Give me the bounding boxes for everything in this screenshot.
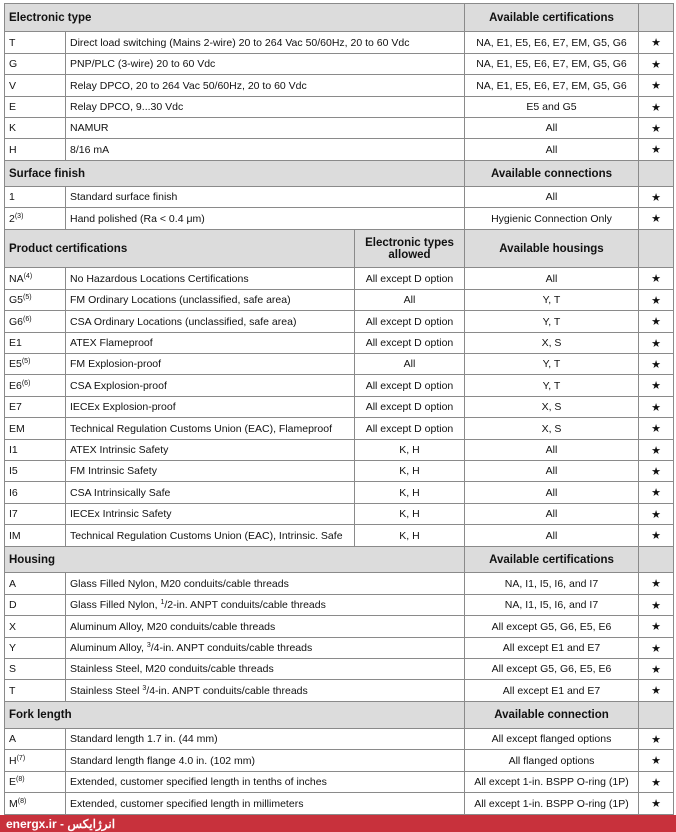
option-description: ATEX Intrinsic Safety: [66, 440, 355, 461]
star-icon: ★: [639, 290, 674, 311]
star-icon: ★: [639, 32, 674, 54]
option-code: H: [5, 139, 66, 161]
table-row: [5, 32, 674, 54]
star-icon: ★: [639, 75, 674, 97]
option-description: Glass Filled Nylon, $^1$/2-in. ANPT conduits/cable threads: [66, 595, 465, 616]
option-code: T: [5, 32, 66, 54]
option-description: 8/16 mA: [66, 139, 465, 161]
table-row: [5, 573, 674, 595]
option-availability: All except E1 and E7: [465, 638, 639, 659]
table-row: [5, 418, 674, 440]
option-electronics: All except D option: [355, 333, 465, 354]
table-row: [5, 75, 674, 97]
option-description: CSA Ordinary Locations (unclassified, safe area): [66, 311, 355, 333]
table-row: [5, 461, 674, 482]
star-icon: ★: [639, 440, 674, 461]
option-description: Hand polished (Ra < 0.4 μm): [66, 208, 465, 230]
table-row: [5, 638, 674, 659]
table-row: [5, 333, 674, 354]
table-row: [5, 97, 674, 118]
option-description: Standard surface finish: [66, 187, 465, 208]
option-code: EM: [5, 418, 66, 440]
option-availability: All: [465, 139, 639, 161]
option-code: 2$^{(3)}$: [5, 208, 66, 230]
option-description: Aluminum Alloy, M20 conduits/cable threads: [66, 616, 465, 638]
option-description: Extended, customer specified length in tenths of inches: [66, 772, 465, 793]
option-availability: All except E1 and E7: [465, 680, 639, 702]
star-icon: ★: [639, 461, 674, 482]
option-description: NAMUR: [66, 118, 465, 139]
option-electronics: All except D option: [355, 268, 465, 290]
option-code: $M^{(8)}$: [5, 793, 66, 815]
option-description: Stainless Steel, M20 conduits/cable threads: [66, 659, 465, 680]
option-description: PNP/PLC (3-wire) 20 to 60 Vdc: [66, 54, 465, 75]
option-code: $H^{(7)}$: [5, 750, 66, 772]
star-icon: ★: [639, 311, 674, 333]
option-availability: NA, I1, I5, I6, and I7: [465, 573, 639, 595]
column-header: Available certifications: [465, 4, 639, 32]
table-row: [5, 793, 674, 815]
section-header-housing: [5, 547, 674, 573]
option-code: NA$^{(4)}$: [5, 268, 66, 290]
option-availability: All flanged options: [465, 750, 639, 772]
option-availability: X, S: [465, 333, 639, 354]
table-row: [5, 750, 674, 772]
option-availability: All except 1-in. BSPP O-ring (1P): [465, 772, 639, 793]
option-electronics: K, H: [355, 482, 465, 504]
option-code: V: [5, 75, 66, 97]
option-description: Extended, customer specified length in millimeters: [66, 793, 465, 815]
star-icon: ★: [639, 772, 674, 793]
option-availability: All: [465, 187, 639, 208]
star-icon: ★: [639, 680, 674, 702]
option-description: CSA Intrinsically Safe: [66, 482, 355, 504]
star-icon: ★: [639, 525, 674, 547]
option-code: G: [5, 54, 66, 75]
option-description: Glass Filled Nylon, M20 conduits/cable threads: [66, 573, 465, 595]
star-icon: ★: [639, 54, 674, 75]
table-row: [5, 311, 674, 333]
option-availability: NA, E1, E5, E6, E7, EM, G5, G6: [465, 54, 639, 75]
option-electronics: All except D option: [355, 397, 465, 418]
option-description: Standard length flange 4.0 in. (102 mm): [66, 750, 465, 772]
section-header-product-certifications: [5, 230, 674, 268]
option-code: $E^{(8)}$: [5, 772, 66, 793]
star-icon: ★: [639, 659, 674, 680]
section-header-surface-finish: [5, 161, 674, 187]
option-description: Relay DPCO, 9...30 Vdc: [66, 97, 465, 118]
table-row: [5, 187, 674, 208]
section-title: Product certifications: [5, 230, 355, 268]
column-header: Available housings: [465, 230, 639, 268]
option-code: G5$^{(5)}$: [5, 290, 66, 311]
watermark-footer: [0, 815, 676, 832]
star-icon: ★: [639, 97, 674, 118]
table-row: [5, 659, 674, 680]
table-row: [5, 772, 674, 793]
table-row: [5, 290, 674, 311]
star-icon: ★: [639, 595, 674, 616]
option-code: I5: [5, 461, 66, 482]
table-row: [5, 208, 674, 230]
table-row: [5, 397, 674, 418]
option-availability: NA, I1, I5, I6, and I7: [465, 595, 639, 616]
table-row: [5, 525, 674, 547]
option-code: I6: [5, 482, 66, 504]
option-availability: All: [465, 461, 639, 482]
option-electronics: All: [355, 290, 465, 311]
option-electronics: All except D option: [355, 311, 465, 333]
table-row: [5, 729, 674, 750]
column-header: Available connections: [465, 161, 639, 187]
star-icon: ★: [639, 573, 674, 595]
star-icon: ★: [639, 354, 674, 375]
option-description: Direct load switching (Mains 2-wire) 20 to 264 Vac 50/60Hz, 20 to 60 Vdc: [66, 32, 465, 54]
option-description: No Hazardous Locations Certifications: [66, 268, 355, 290]
table-row: [5, 139, 674, 161]
option-availability: Y, T: [465, 290, 639, 311]
option-availability: All: [465, 482, 639, 504]
option-availability: Y, T: [465, 375, 639, 397]
option-availability: X, S: [465, 397, 639, 418]
option-electronics: All except D option: [355, 375, 465, 397]
table-row: [5, 268, 674, 290]
option-code: I1: [5, 440, 66, 461]
option-availability: All: [465, 268, 639, 290]
section-title: Housing: [5, 547, 465, 573]
option-availability: NA, E1, E5, E6, E7, EM, G5, G6: [465, 75, 639, 97]
option-availability: All: [465, 440, 639, 461]
option-code: K: [5, 118, 66, 139]
option-code: E5$^{(5)}$: [5, 354, 66, 375]
option-electronics: K, H: [355, 504, 465, 525]
star-icon: ★: [639, 268, 674, 290]
star-icon: ★: [639, 729, 674, 750]
section-header-fork-length: [5, 702, 674, 729]
table-row: [5, 54, 674, 75]
table-row: [5, 375, 674, 397]
table-row: [5, 354, 674, 375]
option-code: E6$^{(6)}$: [5, 375, 66, 397]
table-row: [5, 118, 674, 139]
option-code: D: [5, 595, 66, 616]
option-electronics: All except D option: [355, 418, 465, 440]
table-row: [5, 440, 674, 461]
option-description: Aluminum Alloy, $^3$/4-in. ANPT conduits/cable threads: [66, 638, 465, 659]
section-header-electronic-type: [5, 4, 674, 32]
star-icon: ★: [639, 793, 674, 815]
option-code: G6$^{(6)}$: [5, 311, 66, 333]
option-description: CSA Explosion-proof: [66, 375, 355, 397]
option-electronics: All: [355, 354, 465, 375]
table-row: [5, 616, 674, 638]
option-code: E1: [5, 333, 66, 354]
option-availability: All except G5, G6, E5, E6: [465, 616, 639, 638]
star-icon: ★: [639, 504, 674, 525]
option-code: I7: [5, 504, 66, 525]
option-description: Technical Regulation Customs Union (EAC), Intrinsic. Safe: [66, 525, 355, 547]
option-code: Y: [5, 638, 66, 659]
option-code: A: [5, 573, 66, 595]
section-title: Surface finish: [5, 161, 465, 187]
option-availability: Hygienic Connection Only: [465, 208, 639, 230]
section-title: Fork length: [5, 702, 465, 729]
option-description: FM Intrinsic Safety: [66, 461, 355, 482]
star-icon: ★: [639, 418, 674, 440]
star-icon: ★: [639, 139, 674, 161]
star-icon: ★: [639, 375, 674, 397]
star-icon: ★: [639, 750, 674, 772]
option-availability: NA, E1, E5, E6, E7, EM, G5, G6: [465, 32, 639, 54]
option-electronics: K, H: [355, 461, 465, 482]
table-row: [5, 504, 674, 525]
option-description: IECEx Intrinsic Safety: [66, 504, 355, 525]
section-title: Electronic type: [5, 4, 465, 32]
option-availability: E5 and G5: [465, 97, 639, 118]
column-header: Available connection: [465, 702, 639, 729]
option-description: FM Explosion-proof: [66, 354, 355, 375]
option-description: Stainless Steel $^3$/4-in. ANPT conduits/cable threads: [66, 680, 465, 702]
table-row: [5, 482, 674, 504]
star-icon: ★: [639, 638, 674, 659]
option-description: Relay DPCO, 20 to 264 Vac 50/60Hz, 20 to 60 Vdc: [66, 75, 465, 97]
column-header: Available certifications: [465, 547, 639, 573]
option-availability: All except G5, G6, E5, E6: [465, 659, 639, 680]
option-description: Technical Regulation Customs Union (EAC), Flameproof: [66, 418, 355, 440]
option-code: T: [5, 680, 66, 702]
star-icon: ★: [639, 118, 674, 139]
star-icon: ★: [639, 397, 674, 418]
option-description: IECEx Explosion-proof: [66, 397, 355, 418]
option-availability: All except flanged options: [465, 729, 639, 750]
table-row: [5, 680, 674, 702]
option-availability: All except 1-in. BSPP O-ring (1P): [465, 793, 639, 815]
option-code: IM: [5, 525, 66, 547]
column-header: Electronic types allowed: [355, 230, 465, 268]
option-code: A: [5, 729, 66, 750]
footer-text: energx.ir - انرژایکس: [6, 816, 116, 831]
option-availability: All: [465, 525, 639, 547]
option-description: FM Ordinary Locations (unclassified, safe area): [66, 290, 355, 311]
option-availability: Y, T: [465, 354, 639, 375]
option-code: 1: [5, 187, 66, 208]
star-icon: ★: [639, 333, 674, 354]
option-code: E7: [5, 397, 66, 418]
table-row: [5, 595, 674, 616]
option-availability: X, S: [465, 418, 639, 440]
option-electronics: K, H: [355, 440, 465, 461]
star-icon: ★: [639, 187, 674, 208]
option-availability: All: [465, 118, 639, 139]
star-icon: ★: [639, 616, 674, 638]
option-code: S: [5, 659, 66, 680]
option-electronics: K, H: [355, 525, 465, 547]
option-code: X: [5, 616, 66, 638]
option-code: E: [5, 97, 66, 118]
star-icon: ★: [639, 482, 674, 504]
option-availability: All: [465, 504, 639, 525]
star-icon: ★: [639, 208, 674, 230]
model-code-table: [4, 3, 674, 815]
option-description: ATEX Flameproof: [66, 333, 355, 354]
option-availability: Y, T: [465, 311, 639, 333]
option-description: Standard length 1.7 in. (44 mm): [66, 729, 465, 750]
